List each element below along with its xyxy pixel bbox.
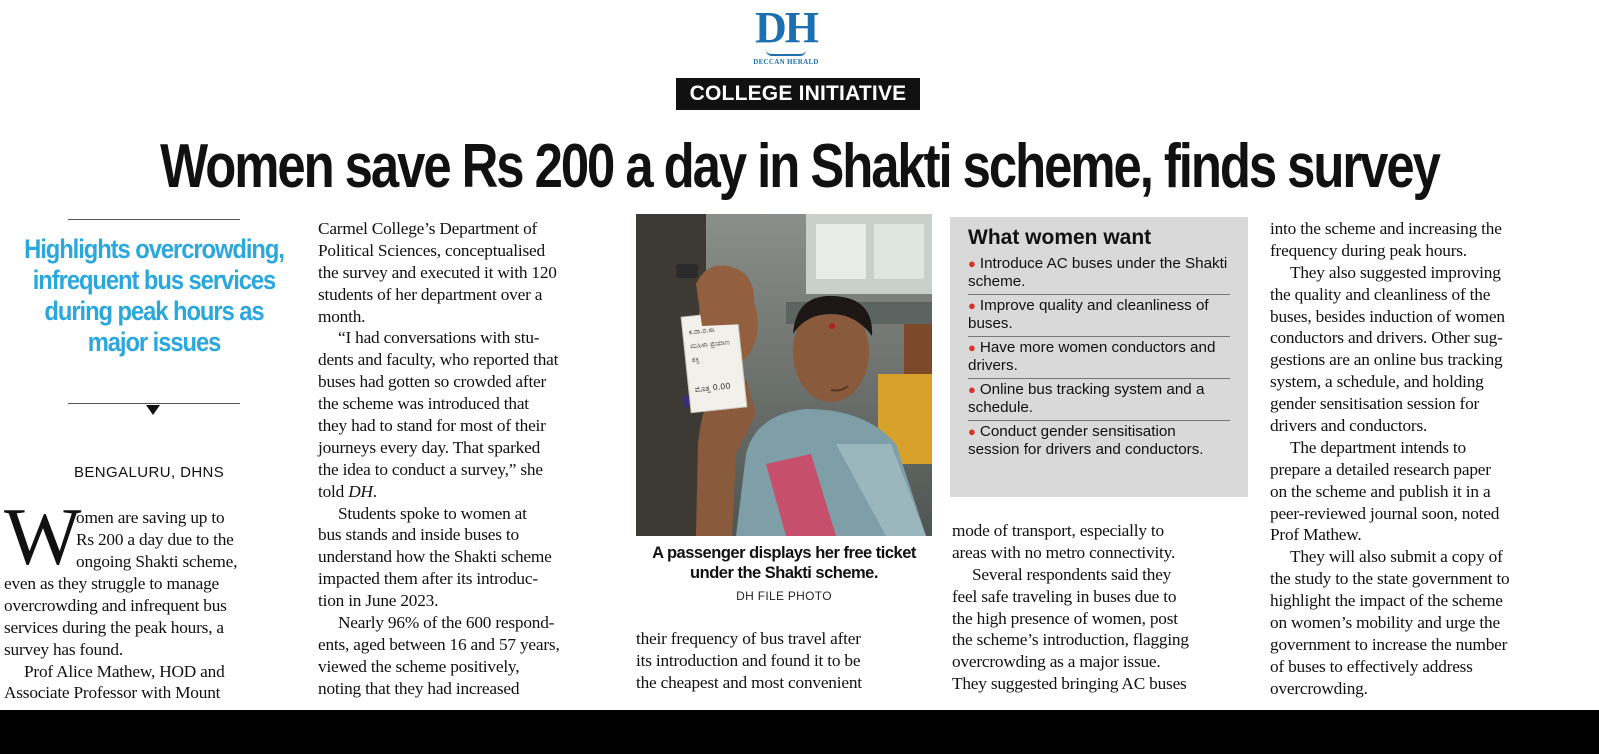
text-line: Rs 200 a day due to the [76,529,234,549]
ticket-line: ಮಹಿಳಾ ಪ್ರಯಾಣ [689,338,731,351]
text-line: They suggested bringing AC buses [952,674,1187,694]
headline: Women save Rs 200 a day in Shakti scheme, finds survey [160,132,1439,201]
text-line: Nearly 96% of the 600 respond- [338,613,555,633]
text-line: prepare a detailed research paper [1270,459,1491,479]
sidebar-item [968,379,1230,421]
text-line: buses, besides induction of women [1270,306,1505,326]
text-line: Several respondents said they [972,564,1172,584]
photo-credit: DH FILE PHOTO [736,589,832,603]
text-line: Associate Professor with Mount [4,683,221,703]
ticket-line: ಮೊತ್ತ 0.00 [694,381,731,395]
text-line: ents, aged between 16 and 57 years, [318,634,560,654]
bullet-icon: ● [968,256,976,271]
text-line: overcrowding. [1270,678,1368,698]
highlight-rule-bottom [68,403,240,404]
column-4 [952,520,1189,695]
text-line: the survey and executed it with 120 [318,262,557,282]
text-line: peer-reviewed journal soon, noted [1270,503,1500,523]
text-line: highlight the impact of the scheme [1270,591,1503,611]
text-line: mode of transport, especially to [952,521,1164,540]
text-line: overcrowding as a major issue. [952,652,1161,672]
text-line: impacted them after its introduc- [318,569,538,589]
text-line: Carmel College’s Department of [318,219,538,238]
column-1-intro [76,507,237,573]
text-line: the scheme’s introduction, flagging [952,630,1189,650]
bullet-icon: ● [968,340,976,355]
highlight-line: major issues [87,327,221,357]
text-line: survey has found. [4,639,123,659]
text-line: frequency during peak hours. [1270,240,1467,260]
highlight-line: during peak hours as [44,296,264,326]
highlight-blurb [22,234,286,358]
text-line: buses had gotten so crowded after [318,372,547,392]
text-line: “I had conversations with stu- [338,328,540,348]
text-line: told DH. [318,481,377,501]
text-line: government to increase the number [1270,634,1508,654]
logo-mark: DH [755,3,817,52]
text-line: overcrowding and infrequent bus [4,595,227,615]
sidebar-item-text: Improve quality and cleanliness of buses. [968,297,1209,332]
logo-wordmark: DECCAN HERALD [753,58,819,66]
text-line: bus stands and inside buses to [318,525,519,545]
deccan-herald-logo [736,3,836,66]
text-line: the cheapest and most convenient [636,672,862,692]
text-line: They will also submit a copy of [1290,547,1503,567]
text-line: areas with no metro connectivity. [952,542,1176,562]
text-line: viewed the scheme positively, [318,656,520,676]
highlight-line: Highlights overcrowding, [24,234,284,264]
sidebar-item-text: Have more women conductors and drivers. [968,339,1216,374]
sidebar-item [968,295,1230,337]
passenger-photo [636,214,932,536]
triangle-down-icon [146,405,160,415]
text-line: Students spoke to women at [338,503,527,523]
text-line: ongoing Shakti scheme, [76,551,238,571]
text-line: students of her department over a [318,284,543,304]
text-line: noting that they had increased [318,678,520,698]
text-line: The department intends to [1290,437,1466,457]
text-line: services during the peak hours, a [4,617,224,637]
text-line: Prof Mathew. [1270,525,1362,545]
text-line: the high presence of women, post [952,608,1178,628]
column-3 [636,628,862,694]
text-line: feel safe traveling in buses due to [952,586,1177,606]
text-line: they had to stand for most of their [318,416,546,436]
text-line: tion in June 2023. [318,591,439,611]
text-line: conductors and drivers. Other sug- [1270,328,1503,348]
passenger-photo-image [636,214,932,536]
sidebar-item-text: Introduce AC buses under the Shakti scheme. [968,255,1228,290]
ticket-line: ಕ.ರಾ.ರ.ಸಾ [688,325,715,337]
text-line: gestions are an online bus tracking [1270,350,1503,370]
section-kicker: COLLEGE INITIATIVE [676,78,920,110]
text-line: Political Sciences, conceptualised [318,240,545,260]
publication-name: DH [348,481,373,501]
text-line: understand how the Shakti scheme [318,547,552,567]
ticket-line: ಶಕ್ತಿ [691,355,700,365]
text-line: on women’s mobility and urge the [1270,613,1500,633]
text-line: omen are saving up to [76,508,225,527]
sidebar-list [968,253,1230,462]
text-line: They also suggested improving [1290,262,1501,282]
text-line: the scheme was introduced that [318,394,529,414]
sidebar-item [968,253,1230,295]
column-2 [318,218,560,700]
text-line: the quality and cleanliness of the [1270,284,1491,304]
sidebar-item [968,337,1230,379]
highlight-rule-top [68,219,240,220]
text-line: their frequency of bus travel after [636,629,861,648]
text-line: gender sensitisation session for [1270,394,1480,414]
column-5 [1270,218,1510,700]
text-line: Prof Alice Mathew, HOD and [24,661,225,681]
drop-cap: W [4,491,82,582]
text-line: the study to the state government to [1270,569,1510,589]
bullet-icon: ● [968,382,976,397]
bullet-icon: ● [968,424,976,439]
sidebar-item [968,421,1230,462]
photo-caption: A passenger displays her free ticket under the Shakti scheme. [652,544,916,582]
text-line: into the scheme and increasing the [1270,219,1502,238]
sidebar-title: What women want [968,226,1152,249]
sidebar-item-text: Conduct gender sensitisation session for drivers and conductors. [968,423,1204,458]
text-line: drivers and conductors. [1270,416,1428,436]
text-line: its introduction and found it to be [636,650,861,670]
text-line: system, a schedule, and holding [1270,372,1484,392]
text-line: dents and faculty, who reported that [318,350,559,370]
bullet-icon: ● [968,298,976,313]
dateline: BENGALURU, DHNS [74,464,225,481]
column-1 [4,573,227,704]
text-line: of buses to effectively address [1270,656,1473,676]
sidebar-what-women-want [950,217,1248,497]
text-line: even as they struggle to manage [4,574,220,593]
text-line: on the scheme and publish it in a [1270,481,1491,501]
text-line: month. [318,306,366,326]
sidebar-item-text: Online bus tracking system and a schedule. [968,381,1205,416]
text-line: journeys every day. That sparked [318,437,541,457]
text-line: the idea to conduct a survey,” she [318,459,543,479]
highlight-line: infrequent bus services [32,265,276,295]
